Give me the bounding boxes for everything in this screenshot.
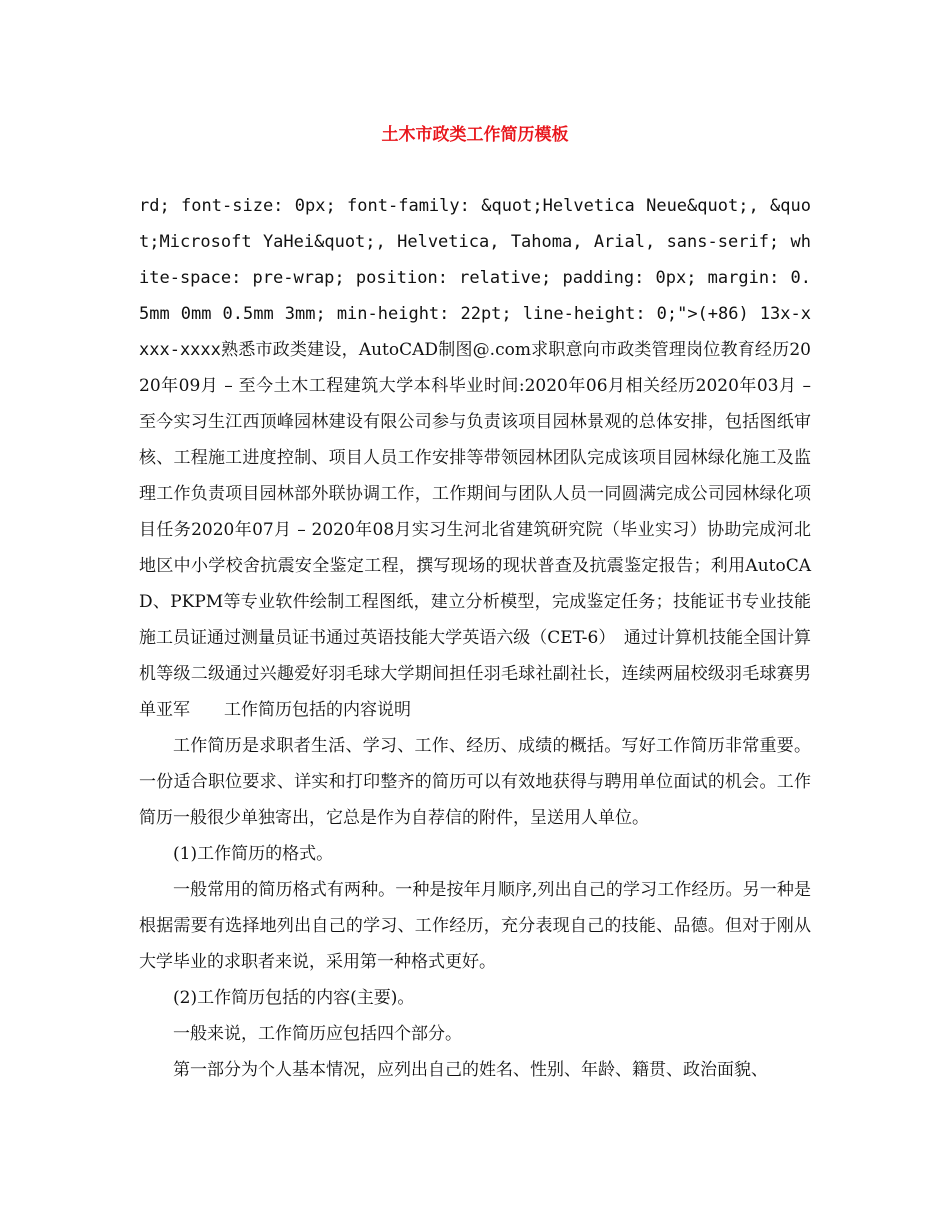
raw-code-text: rd; font-size: 0px; font-family: &quot;Helvetica Neue&quot;, &quot;Microsoft YaHei&quot;, Helvetica, Tahoma, Arial, sans-serif; white-space: pre-wrap; position: relative; padding: 0px; margin: 0.5mm 0mm 0.5mm 3mm; min-height: 22pt; line-height: 0;">(+86) 13x-xxxx-xxxx (139, 196, 811, 360)
resume-raw-block (139, 188, 811, 728)
document-title: 土木市政类工作简历模板 (381, 125, 569, 145)
resume-text: 熟悉市政类建设，AutoCAD制图@.com求职意向市政类管理岗位教育经历2020年09月 – 至今土木工程建筑大学本科毕业时间:2020年06月相关经历2020年03月 – 至今实习生江西顶峰园林建设有限公司参与负责该项目园林景观的总体安排，包括图纸审核、工程施工进度控制、项目人员工作安排等带领园林团队完成该项目园林绿化施工及监理工作负责项目园林部外联协调工作，工作期间与团队人员一同圆满完成公司园林绿化项目任务2020年07月 – 2020年08月实习生河北省建筑研究院（毕业实习）协助完成河北地区中小学校舍抗震安全鉴定工程，撰写现场的现状普查及抗震鉴定报告；利用AutoCAD、PKPM等专业软件绘制工程图纸，建立分析模型，完成鉴定任务；技能证书专业技能施工员证通过测量员证书通过英语技能大学英语六级（CET-6） 通过计算机技能全国计算机等级二级通过兴趣爱好羽毛球大学期间担任羽毛球社副社长，连续两届校级羽毛球赛男单亚军 工作简历包括的内容说明 (139, 340, 811, 720)
paragraph-four-parts: 一般来说，工作简历应包括四个部分。 (173, 1024, 462, 1044)
paragraph-format-body: 一般常用的简历格式有两种。一种是按年月顺序,列出自己的学习工作经历。另一种是根据需要有选择地列出自己的学习、工作经历，充分表现自己的技能、品德。但对于刚从大学毕业的求职者来说，采用第一种格式更好。 (139, 880, 811, 972)
paragraph-format-heading: (1)工作简历的格式。 (173, 844, 334, 864)
paragraph-content-heading: (2)工作简历包括的内容(主要)。 (173, 988, 415, 1008)
document-body (139, 188, 811, 1088)
paragraph-part-one: 第一部分为个人基本情况，应列出自己的姓名、性别、年龄、籍贯、政治面貌、 (173, 1060, 768, 1080)
paragraph-intro: 工作简历是求职者生活、学习、工作、经历、成绩的概括。写好工作简历非常重要。一份适合职位要求、详实和打印整齐的简历可以有效地获得与聘用单位面试的机会。工作简历一般很少单独寄出，它总是作为自荐信的附件，呈送用人单位。 (139, 736, 811, 828)
